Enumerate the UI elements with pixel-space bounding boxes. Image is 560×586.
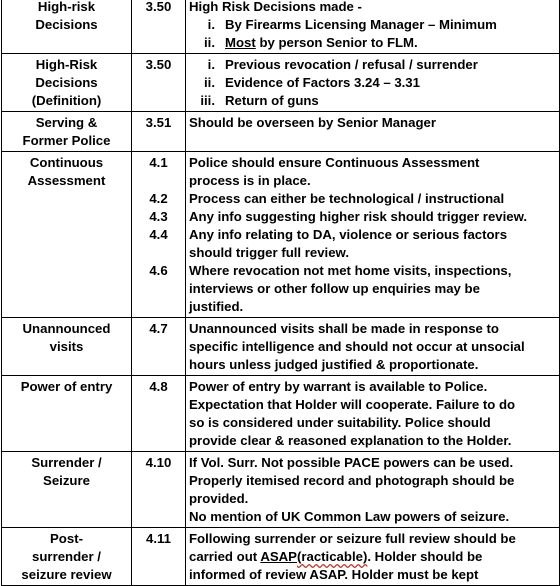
description-text: No mention of UK Common Law powers of seizure. (189, 509, 510, 524)
list-item-text: Return of guns (225, 93, 319, 108)
section-number: 4.6 (149, 263, 168, 278)
category-label: High-risk (37, 0, 96, 14)
list-item-text: by person Senior to FLM. (255, 35, 418, 50)
table-row (2, 112, 560, 152)
category-label: Unannounced (22, 321, 111, 336)
category-label: Surrender / (31, 455, 102, 470)
description-text: Properly itemised record and photograph should be (189, 473, 515, 488)
description-cell (186, 318, 560, 376)
spellcheck-flagged-text: (racticable) (296, 549, 368, 564)
category-label: Decisions (35, 75, 98, 90)
category-cell (2, 452, 132, 528)
description-text: hours unless judged justified & proportionate. (189, 357, 479, 372)
section-number: 4.7 (149, 321, 168, 336)
description-text: High Risk Decisions made - (189, 0, 362, 14)
description-text: Should be overseen by Senior Manager (189, 115, 436, 130)
section-number: 4.10 (145, 455, 172, 470)
list-item (189, 74, 556, 92)
list-item (189, 92, 556, 110)
description-text: Following surrender or seizure full review should be (189, 531, 516, 546)
description-text: Unannounced visits shall be made in response to (189, 321, 499, 336)
section-cell (132, 318, 186, 376)
description-text: provided. (189, 491, 249, 506)
description-text: interviews or other follow up enquiries may be (189, 281, 480, 296)
description-text: so is considered under suitability. Police should (189, 415, 491, 430)
section-number: 4.2 (149, 191, 168, 206)
description-text: Police should ensure Continuous Assessment (189, 155, 480, 170)
category-cell (2, 528, 132, 586)
list-item-text: By Firearms Licensing Manager – Minimum (225, 17, 497, 32)
list-item (189, 34, 556, 52)
section-number: 3.50 (145, 57, 172, 72)
list-numeral: i. (207, 17, 215, 32)
description-cell (186, 152, 560, 318)
underlined-word: ASAP (260, 549, 297, 564)
category-label: Serving & (35, 115, 98, 130)
category-label: seizure review (21, 567, 112, 582)
list-numeral: ii. (204, 75, 215, 90)
table-row (2, 376, 560, 452)
category-cell (2, 152, 132, 318)
category-label: Power of entry (20, 379, 113, 394)
section-number: 3.50 (145, 0, 172, 14)
description-text: provide clear & reasoned explanation to the Holder. (189, 433, 512, 448)
category-cell (2, 0, 132, 54)
category-cell (2, 376, 132, 452)
section-cell (132, 376, 186, 452)
description-text: Where revocation not met home visits, inspections, (189, 263, 512, 278)
category-label: surrender / (32, 549, 101, 564)
text-fragment: . Holder should be (367, 549, 483, 564)
section-number: 4.4 (149, 227, 168, 242)
table-row (2, 0, 560, 54)
description-text: Any info relating to DA, violence or serious factors (189, 227, 508, 242)
description-cell (186, 54, 560, 112)
category-label: Post- (50, 531, 83, 546)
description-text: should trigger full review. (189, 245, 349, 260)
category-label: Continuous (29, 155, 104, 170)
description-text: If Vol. Surr. Not possible PACE powers can be used. (189, 455, 514, 470)
text-fragment: carried out (189, 549, 261, 564)
category-cell (2, 112, 132, 152)
list-item-text: Previous revocation / refusal / surrender (225, 57, 478, 72)
description-text: Any info suggesting higher risk should trigger review. (189, 209, 528, 224)
underlined-word: Most (225, 35, 256, 50)
category-label: visits (49, 339, 84, 354)
description-cell (186, 0, 560, 54)
description-cell (186, 452, 560, 528)
list-numeral: i. (207, 57, 215, 72)
description-text (189, 548, 556, 566)
table-row (2, 528, 560, 586)
section-cell (132, 54, 186, 112)
category-label: Assessment (27, 173, 106, 188)
description-cell (186, 528, 560, 586)
category-label: Former Police (22, 133, 111, 148)
description-cell (186, 376, 560, 452)
description-text: justified. (189, 299, 244, 314)
section-cell (132, 452, 186, 528)
section-cell (132, 528, 186, 586)
section-cell (132, 0, 186, 54)
list-item-text: Evidence of Factors 3.24 – 3.31 (225, 75, 420, 90)
section-number: 4.1 (149, 155, 168, 170)
list-numeral: ii. (204, 35, 215, 50)
list-item (189, 56, 556, 74)
section-number: 3.51 (145, 115, 172, 130)
description-text: Process can either be technological / instructional (189, 191, 505, 206)
category-cell (2, 54, 132, 112)
section-number: 4.8 (149, 379, 168, 394)
list-numeral: iii. (200, 93, 215, 108)
section-cell (132, 152, 186, 318)
table-row (2, 452, 560, 528)
description-text: Power of entry by warrant is available to Police. (189, 379, 488, 394)
category-label: Seizure (43, 473, 90, 488)
section-cell (132, 112, 186, 152)
table-row (2, 54, 560, 112)
category-label: (Definition) (31, 93, 102, 108)
category-label: Decisions (35, 17, 98, 32)
description-text: informed of review ASAP. Holder must be kept (189, 567, 479, 582)
description-cell (186, 112, 560, 152)
section-number: 4.3 (149, 209, 168, 224)
description-text: Expectation that Holder will cooperate. Failure to do (189, 397, 516, 412)
guidance-table (1, 0, 560, 586)
section-number: 4.11 (146, 531, 171, 546)
list-item (189, 16, 556, 34)
table-row (2, 152, 560, 318)
category-label: High-Risk (35, 57, 98, 72)
table-row (2, 318, 560, 376)
description-text: process is in place. (189, 173, 311, 188)
description-text: specific intelligence and should not occur at unsocial (189, 339, 525, 354)
category-cell (2, 318, 132, 376)
